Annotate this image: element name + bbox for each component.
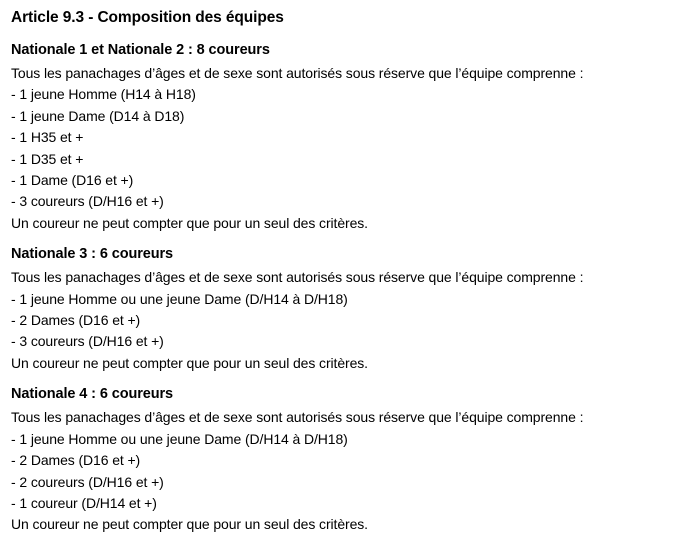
section-intro: Tous les panachages d’âges et de sexe sont autorisés sous réserve que l’équipe comprenne : xyxy=(11,409,584,426)
list-item: - 1 D35 et + xyxy=(11,150,84,167)
list-item: - 2 coureurs (D/H16 et +) xyxy=(11,473,164,490)
section-note: Un coureur ne peut compter que pour un seul des critères. xyxy=(11,354,368,371)
list-item: - 1 jeune Dame (D14 à D18) xyxy=(11,107,185,124)
list-item: - 3 coureurs (D/H16 et +) xyxy=(11,193,164,210)
list-item: - 1 Dame (D16 et +) xyxy=(11,172,134,189)
list-item: - 2 Dames (D16 et +) xyxy=(11,452,141,469)
section-note: Un coureur ne peut compter que pour un seul des critères. xyxy=(11,516,368,533)
list-item: - 1 jeune Homme (H14 à H18) xyxy=(11,86,196,103)
list-item: - 1 H35 et + xyxy=(11,129,84,146)
section-nationale-3 xyxy=(11,243,685,374)
list-item: - 3 coureurs (D/H16 et +) xyxy=(11,333,164,350)
section-heading: Nationale 3 : 6 coureurs xyxy=(11,246,173,263)
section-note: Un coureur ne peut compter que pour un seul des critères. xyxy=(11,214,368,231)
list-item: - 1 jeune Homme ou une jeune Dame (D/H14 à D/H18) xyxy=(11,430,348,447)
list-item: - 2 Dames (D16 et +) xyxy=(11,312,141,329)
article-title: Article 9.3 - Composition des équipes xyxy=(11,9,284,26)
section-nationale-4 xyxy=(11,383,685,535)
section-heading: Nationale 1 et Nationale 2 : 8 coureurs xyxy=(11,42,270,58)
section-nationale-1-2 xyxy=(11,39,685,234)
section-intro: Tous les panachages d’âges et de sexe sont autorisés sous réserve que l’équipe comprenne : xyxy=(11,269,584,286)
section-heading: Nationale 4 : 6 coureurs xyxy=(11,386,173,403)
list-item: - 1 jeune Homme ou une jeune Dame (D/H14 à D/H18) xyxy=(11,290,348,307)
section-intro: Tous les panachages d’âges et de sexe sont autorisés sous réserve que l’équipe comprenne : xyxy=(11,65,584,81)
list-item: - 1 coureur (D/H14 et +) xyxy=(11,494,157,511)
